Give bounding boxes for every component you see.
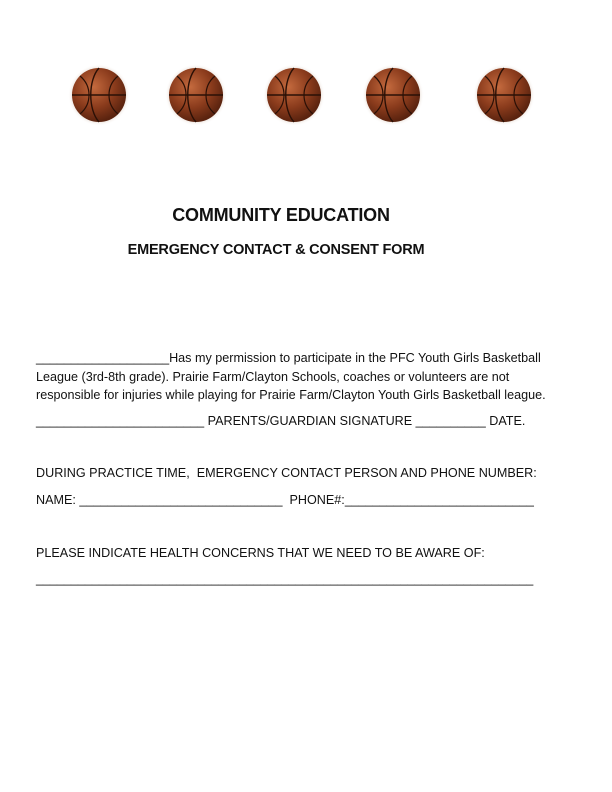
date-blank[interactable]: __________ (415, 414, 486, 428)
date-label: DATE. (485, 414, 526, 428)
page-subtitle: EMERGENCY CONTACT & CONSENT FORM (127, 242, 425, 258)
signature-label: PARENTS/GUARDIAN SIGNATURE (204, 414, 416, 428)
health-concerns-blank[interactable]: _______________________________________________________________________ (36, 572, 534, 586)
basketball-icon (362, 64, 424, 126)
phone-label: PHONE#: (282, 493, 345, 507)
contact-row (36, 491, 534, 510)
phone-blank[interactable]: ___________________________ (344, 493, 534, 507)
permission-text-1: Has my permission to participate in the PFC Youth Girls Basketball (169, 351, 541, 365)
emergency-contact-heading: DURING PRACTICE TIME, EMERGENCY CONTACT PERSON AND PHONE NUMBER: (36, 466, 537, 480)
page-title: COMMUNITY EDUCATION (172, 205, 390, 225)
name-label: NAME: (36, 493, 80, 507)
permission-paragraph (36, 349, 576, 405)
signature-blank[interactable]: ________________________ (36, 414, 205, 428)
participant-name-blank[interactable]: ___________________ (36, 351, 170, 365)
permission-text-2: League (3rd-8th grade). Prairie Farm/Clayton Schools, coaches or volunteers are not (36, 369, 510, 384)
basketball-icon (68, 64, 130, 126)
permission-text-3: responsible for injuries while playing for Prairie Farm/Clayton Youth Girls Basketball league. (36, 388, 546, 402)
signature-row (36, 412, 525, 431)
health-concerns-heading: PLEASE INDICATE HEALTH CONCERNS THAT WE NEED TO BE AWARE OF: (36, 546, 485, 560)
basketball-icon (473, 64, 535, 126)
permission-line-1 (36, 349, 576, 368)
basketball-icon (263, 64, 325, 126)
name-blank[interactable]: _____________________________ (79, 493, 283, 507)
basketball-icon (165, 64, 227, 126)
